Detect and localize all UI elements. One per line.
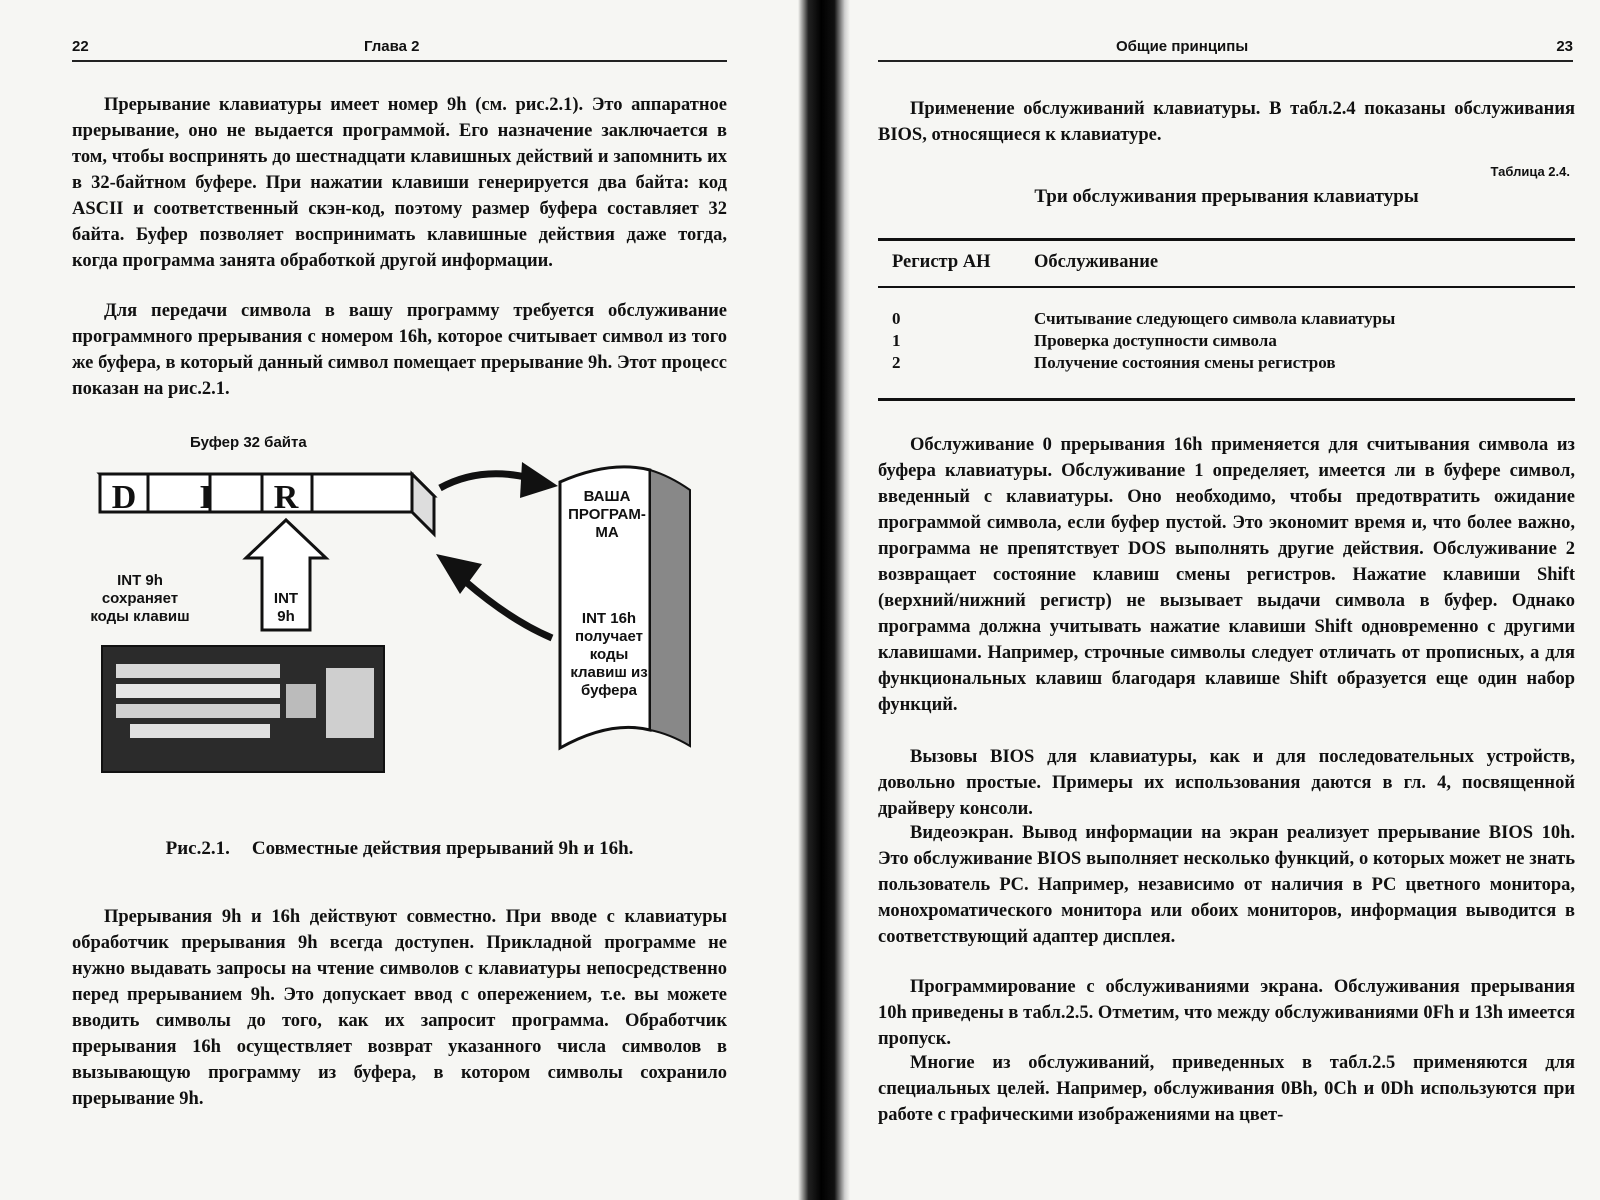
table-header-register: Регистр AH bbox=[892, 252, 991, 272]
run-in-heading: Видеоэкран. bbox=[910, 823, 1014, 843]
table-rule-header bbox=[878, 286, 1575, 288]
paragraph: Программирование с обслуживаниями экрана. Обслуживания прерывания 10h приведены в табл.2.5. Отметим, что между обслуживаниями 0Fh и 13h имеется пропуск. bbox=[878, 977, 1575, 1049]
figure-2-1 bbox=[90, 430, 710, 790]
table-rule-top bbox=[878, 238, 1575, 241]
arrow-head bbox=[520, 462, 558, 498]
caption-text: Совместные действия прерываний 9h и 16h. bbox=[251, 838, 634, 859]
table-cell-service: Проверка доступности символа bbox=[1034, 331, 1277, 350]
int9-label: INT 9h сохраняет коды клавиш bbox=[90, 572, 190, 625]
table-cell-register: 0 bbox=[892, 309, 901, 328]
paragraph: Прерывания 9h и 16h действуют совместно. При вводе с клавиатуры обработчик прерывания 9h всегда доступен. Прикладной программе не нужно выдавать запросы на чтение символов с клавиатуры непосредственно перед прерыванием 9h. Это допускает ввод с опережением, т.е. вы можете вводить символы до того, как их запросит программа. Обработчик прерывания 16h осуществляет возврат указанного числа символов в вызывающую программу из буфера, в котором символы сохранило прерывание 9h. bbox=[72, 907, 727, 1109]
buffer-side-face bbox=[412, 474, 434, 534]
table-cell-register: 1 bbox=[892, 331, 901, 350]
running-header-right bbox=[878, 38, 1573, 62]
table-number: Таблица 2.4. bbox=[1490, 164, 1570, 179]
page-number: 22 bbox=[72, 38, 89, 55]
int9-arrow-label: INT 9h bbox=[273, 590, 299, 625]
paragraph: Вызовы BIOS для клавиатуры, как и для последовательных устройств, довольно простые. Примеры их использования даются в гл. 4, посвященной драйверу консоли. bbox=[878, 747, 1575, 819]
paragraph: Обслуживание 0 прерывания 16h применяется для считывания символа из буфера клавиатуры. Обслуживание 1 определяет, имеется ли в буфере символ, введенный с клавиатуры. Оно необходимо, чтобы предотвратить ожидание программой символа, если буфер пустой. Это экономит время и, что более важно, программа не препятствует DOS выполнять другие действия. Обслуживание 2 возвращает состояние клавиш смены регистров. Нажатие клавиши Shift (верхний/нижний регистр) не вызывает выдачи символа в буфер. Однако программа должна учитывать нажатие клавиши Shift одновременно с другими клавишами. Например, строчные символы следует отличать от прописных, а для функциональных клавиш благодаря клавише Shift образуется еще один набор функций. bbox=[878, 435, 1575, 715]
arrow-buffer-to-program bbox=[440, 474, 530, 488]
paragraph: Для передачи символа в вашу программу требуется обслуживание программного прерывания с номером 16h, которое считывает символ из того же буфера, в который данный символ помещает прерывание 9h. Этот процесс показан на рис.2.1. bbox=[72, 301, 727, 399]
keyboard-keys bbox=[130, 724, 270, 738]
paragraph: Видеоэкран. Вывод информации на экран реализует прерывание BIOS 10h. Это обслуживание BIOS выполняет несколько функций, о которых может не знать пользователь PC. Например, независимо от наличия в PC цветного монитора, монохроматического монитора или обоих мониторов, информация выводится в соответствующий адаптер дисплея. bbox=[878, 823, 1575, 947]
keyboard-keys bbox=[116, 704, 280, 718]
buffer-cell: R bbox=[273, 479, 299, 516]
caption-label: Рис.2.1. bbox=[165, 838, 230, 859]
keyboard-keys bbox=[116, 684, 280, 698]
buffer-cell: I bbox=[199, 479, 213, 516]
table-header-service: Обслуживание bbox=[1034, 252, 1159, 272]
right-page bbox=[840, 0, 1600, 1200]
int16-label: INT 16h получает коды клавиш из буфера bbox=[570, 610, 648, 699]
arrow-program-to-buffer bbox=[466, 582, 552, 638]
table-cell-service: Считывание следующего символа клавиатуры bbox=[1034, 309, 1396, 328]
keyboard-keys bbox=[286, 684, 316, 718]
table-rule-bottom bbox=[878, 398, 1575, 401]
paragraph: Прерывание клавиатуры имеет номер 9h (см. рис.2.1). Это аппаратное прерывание, оно не выдается программой. Его назначение заключается в том, чтобы воспринять до шестнадцати клавишных действий и запомнить их в 32-байтном буфере. При нажатии клавиши генерируется два байта: код ASCII и соответственный скэн-код, поэтому размер буфера составляет 32 байта. Буфер позволяет воспринимать клавишные действия даже тогда, когда программа занята обработкой другой информации. bbox=[72, 95, 727, 271]
running-header-left bbox=[72, 38, 727, 62]
keyboard-keys bbox=[116, 664, 280, 678]
figure-caption bbox=[72, 838, 727, 860]
run-in-heading: Применение обслуживаний клавиатуры. bbox=[910, 99, 1261, 119]
chapter-title: Глава 2 bbox=[364, 38, 420, 55]
run-in-heading: Программирование с обслуживаниями экрана. bbox=[910, 977, 1323, 997]
paragraph: Применение обслуживаний клавиатуры. В табл.2.4 показаны обслуживания BIOS, относящиеся к клавиатуре. bbox=[878, 99, 1575, 145]
buffer-cell: D bbox=[111, 479, 137, 516]
table-title: Три обслуживания прерывания клавиатуры bbox=[1034, 186, 1419, 207]
page-number: 23 bbox=[1556, 38, 1573, 55]
program-scroll-shadow bbox=[650, 470, 690, 746]
table-cell-register: 2 bbox=[892, 353, 901, 372]
paragraph: Многие из обслуживаний, приведенных в табл.2.5 применяются для специальных целей. Например, обслуживания 0Bh, 0Ch и 0Dh используются при работе с графическими изображениями на цвет- bbox=[878, 1053, 1575, 1125]
keyboard-keypad bbox=[326, 668, 374, 738]
buffer-label: Буфер 32 байта bbox=[190, 434, 307, 451]
program-label: ВАША ПРОГРАМ- МА bbox=[568, 488, 646, 541]
table-cell-service: Получение состояния смены регистров bbox=[1034, 353, 1336, 372]
chapter-title: Общие принципы bbox=[1116, 38, 1249, 55]
